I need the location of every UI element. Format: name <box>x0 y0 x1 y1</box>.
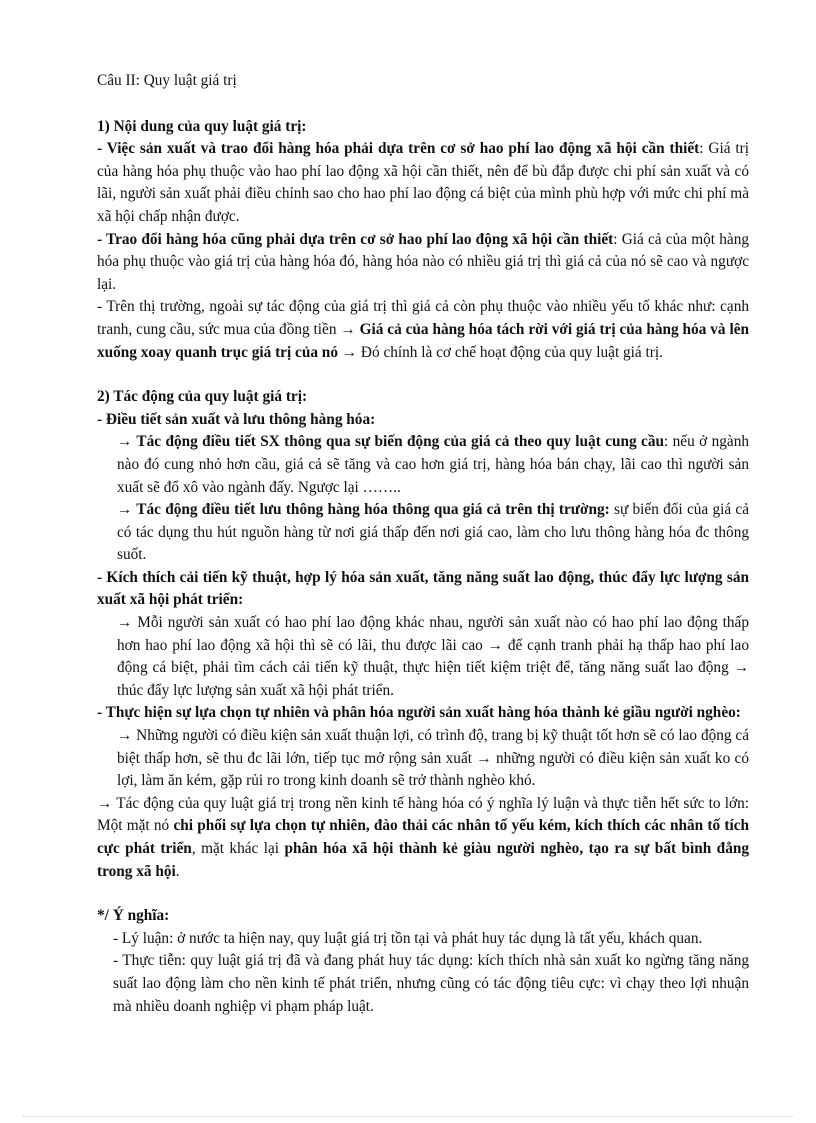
section-2-heading: 2) Tác động của quy luật giá trị: <box>97 388 308 406</box>
section-1-paragraph-3 <box>97 296 749 364</box>
section-1-p1-text: : Giá trị của hàng hóa phụ thuộc vào hao phí lao động xã hội cần thiết, nên để bù đắp được chi phí sản xuất và có lãi, người sản xuất phải điều chỉnh sao cho hao phí lao động cá biệt của mình phù hợp với mức chi phí mà xã hội chấp nhận được. <box>97 140 749 225</box>
summary-text-3: . <box>175 862 180 880</box>
section-1-paragraph-2 <box>97 229 749 297</box>
spacer <box>97 883 749 905</box>
section-1-p2-text: : Giá cả của một hàng hóa phụ thuộc vào giá trị của hàng hóa đó, hàng hóa nào có nhiều giá trị thì giá cả của nó sẽ cao và ngược lại. <box>97 230 749 293</box>
section-1-p3-text-2: Đó chính là cơ chế hoạt động của quy luật giá trị. <box>357 343 663 361</box>
section-3-paragraph-2: - Thực tiễn: quy luật giá trị đã và đang phát huy tác dụng: kích thích nhà sản xuất ko ngừng tăng năng suất lao động làm cho nền kinh tế phát triển, nhưng cũng có tác động tiêu cực: vì chạy theo lợi nhuận mà nhiều doanh nghiệp vi phạm pháp luật. <box>113 952 749 1015</box>
section-2-summary <box>97 793 749 883</box>
spacer <box>97 364 749 386</box>
section-1-p3-text-1: - Trên thị trường, ngoài sự tác động của giá trị thì giá cả còn phụ thuộc vào nhiều yếu tố khác như: cạnh tranh, cung cầu, sức mua của đồng tiền <box>97 298 749 338</box>
section-2a-item-2-bold: → Tác động điều tiết lưu thông hàng hóa thông qua giá cả trên thị trường: <box>117 501 610 519</box>
section-2a-item-1 <box>97 431 749 499</box>
section-2c-heading: - Thực hiện sự lựa chọn tự nhiên và phân hóa người sản xuất hàng hóa thành kẻ giầu người nghèo: <box>97 704 741 722</box>
section-3-heading: */ Ý nghĩa: <box>97 907 170 925</box>
page-footer-divider <box>22 1116 794 1117</box>
summary-text-1: → Tác động của quy luật giá trị trong nền kinh tế hàng hóa có ý nghĩa lý luận và thực tiễn hết sức to lớn: Một mặt nó <box>97 794 749 835</box>
section-2b-item-1: → Mỗi người sản xuất có hao phí lao động khác nhau, người sản xuất nào có hao phí lao động thấp hơn hao phí lao động xã hội thì sẽ có lãi, thu được lãi cao → để cạnh tranh phải hạ thấp hao phí lao động cá biệt, phải tìm cách cải tiến kỹ thuật, thực hiện tiết kiệm triệt để, tăng năng suất lao động → thúc đẩy lực lượng sản xuất xã hội phát triển. <box>117 614 749 699</box>
section-2c-item-1: → Những người có điều kiện sản xuất thuận lợi, có trình độ, trang bị kỹ thuật tốt hơn sẽ có lao động cá biệt thấp hơn, sẽ thu đc lãi lớn, tiếp tục mở rộng sản xuất → những người có điều kiện sản xuất ko có lợi, làm ăn kém, gặp rủi ro trong kinh doanh sẽ trở thành nghèo khó. <box>117 727 749 790</box>
section-1-heading: 1) Nội dung của quy luật giá trị: <box>97 117 307 135</box>
section-1-p3-bold: → Giá cả của hàng hóa tách rời với giá trị của hàng hóa và lên xuống xoay quanh trục giá trị của nó → <box>97 320 750 361</box>
section-2b-heading: - Kích thích cải tiến kỹ thuật, hợp lý hóa sản xuất, tăng năng suất lao động, thúc đẩy lực lượng sản xuất xã hội phát triển: <box>97 568 749 609</box>
section-1-p1-bold: - Việc sản xuất và trao đổi hàng hóa phải dựa trên cơ sở hao phí lao động xã hội cần thiết <box>97 140 700 158</box>
section-1-paragraph-1 <box>97 138 749 228</box>
section-2a-heading: - Điều tiết sản xuất và lưu thông hàng hóa: <box>97 410 376 428</box>
section-2a-item-1-bold: → Tác động điều tiết SX thông qua sự biến động của giá cả theo quy luật cung cầu <box>117 433 664 451</box>
section-2a-item-2-text: sự biến đổi của giá cả có tác dụng thu hút nguồn hàng từ nơi giá thấp đến nơi giá cao, làm cho lưu thông hàng hóa đc thông suốt. <box>117 501 749 564</box>
summary-bold-1: chi phối sự lựa chọn tự nhiên, đào thải các nhân tố yếu kém, kích thích các nhân tố tích cực phát triển <box>97 817 749 857</box>
document-page <box>97 70 749 1018</box>
section-2a-item-1-text: : nếu ở ngành nào đó cung nhỏ hơn cầu, giá cả sẽ tăng và cao hơn giá trị, hàng hóa bán chạy, lãi cao thì người sản xuất sẽ đổ xô vào ngành đấy. Ngược lại …….. <box>117 433 749 496</box>
section-3-paragraph-1: - Lý luận: ở nước ta hiện nay, quy luật giá trị tồn tại và phát huy tác dụng là tất yếu, khách quan. <box>113 929 703 947</box>
document-title: Câu II: Quy luật giá trị <box>97 72 237 89</box>
section-2a-item-2 <box>97 499 749 567</box>
summary-text-2: , mặt khác lại <box>191 840 285 857</box>
section-1-p2-bold: - Trao đổi hàng hóa cũng phải dựa trên cơ sở hao phí lao động xã hội cần thiết <box>97 230 614 248</box>
summary-bold-2: phân hóa xã hội thành kẻ giàu người nghèo, tạo ra sự bất bình đẳng trong xã hội <box>97 840 749 880</box>
